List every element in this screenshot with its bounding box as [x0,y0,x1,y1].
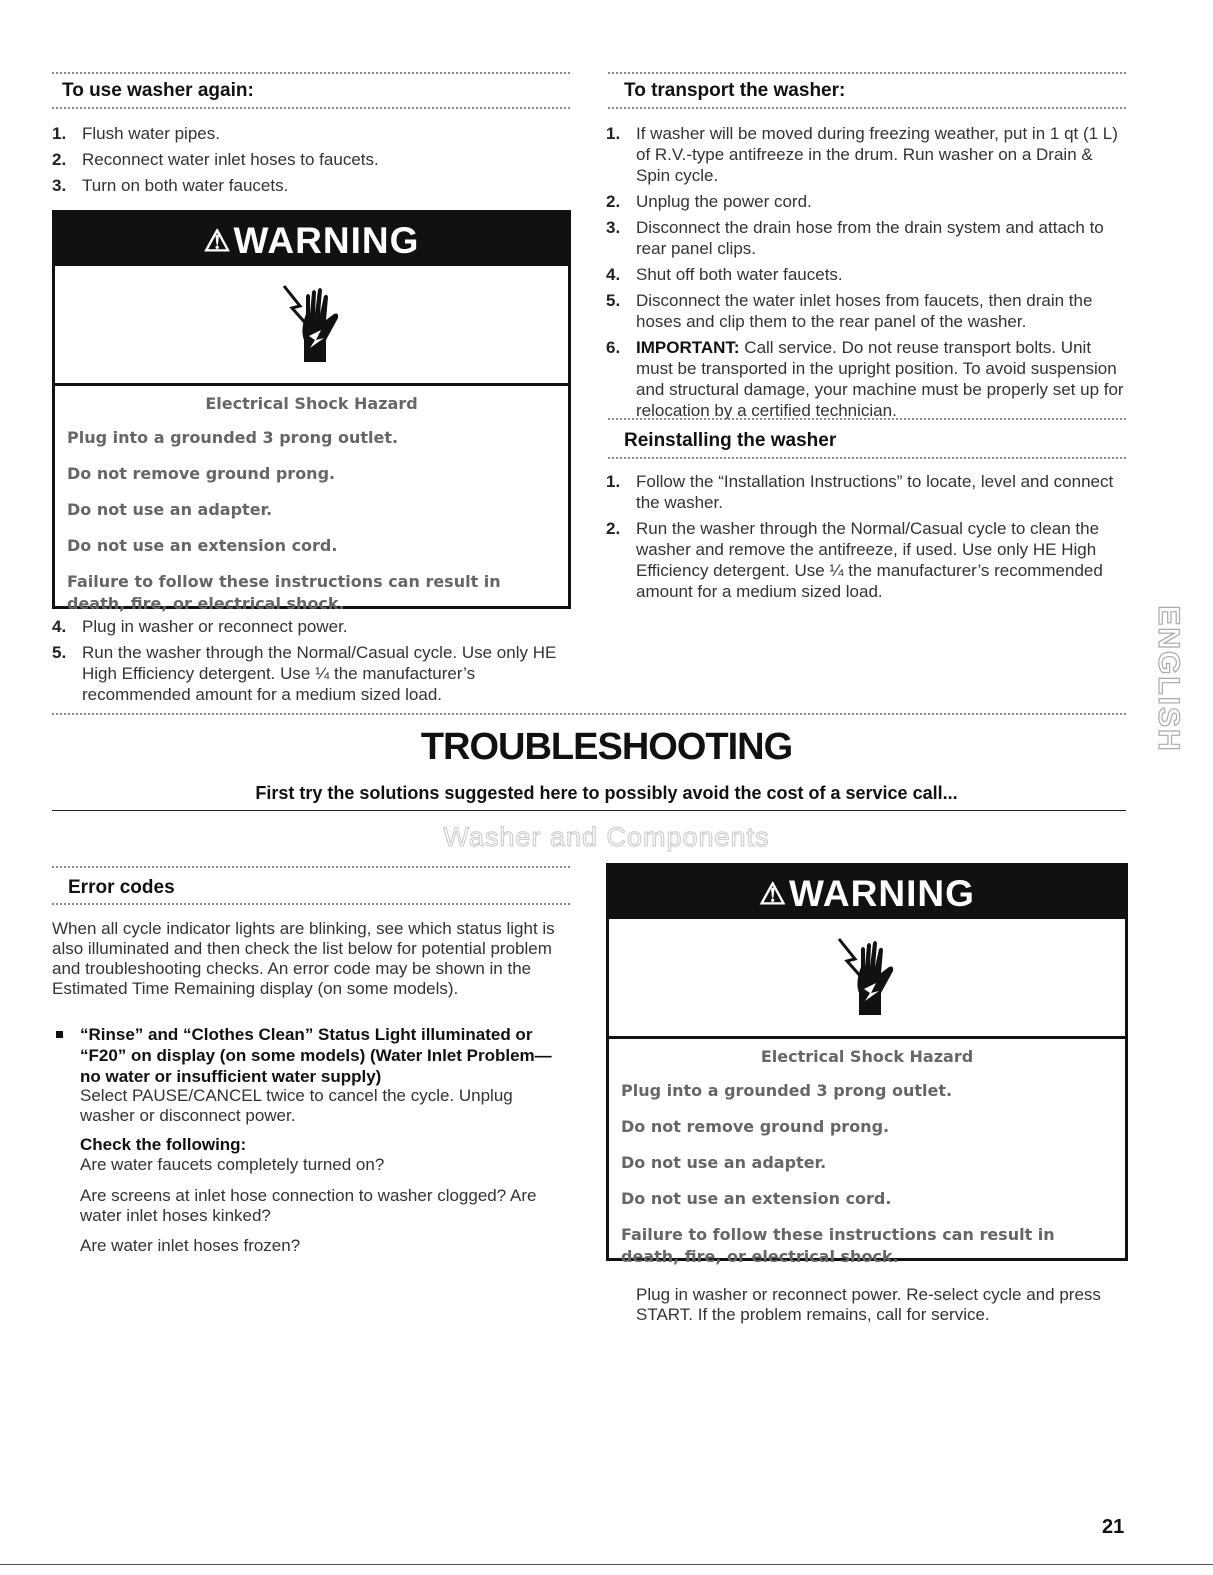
check-item: Are screens at inlet hose connection to washer clogged? Are water inlet hoses kinked? [80,1186,537,1225]
check-heading: Check the following: [80,1135,247,1154]
warning-line: Do not remove ground prong. [621,1117,890,1136]
transport-heading: To transport the washer: [624,80,846,101]
warning-line: Failure to follow these instructions can result in death, fire, or electrical shock. [67,572,501,613]
rule [52,810,1126,811]
list-item: 1. Follow the “Installation Instructions” to locate, level and connect the washer. [606,472,1114,512]
use-again-steps-a [52,123,567,196]
list-item: 6. IMPORTANT: Call service. Do not reuse transport bolts. Unit must be transported in the upright position. To avoid suspension and structural damage, your machine must be properly set up for relocation by a certified technician. [606,338,1124,420]
list-item: 1. Flush water pipes. [52,124,220,143]
warning-title: ⚠WARNING [55,213,568,266]
list-item: 3. Turn on both water faucets. [52,176,289,195]
divider [608,418,1126,420]
list-item: 5. Disconnect the water inlet hoses from faucets, then drain the hoses and clip them to the rear panel of the washer. [606,291,1093,331]
warning-text [609,1039,1125,1268]
warning-line: Plug into a grounded 3 prong outlet. [621,1081,953,1100]
use-again-heading: To use washer again: [62,80,254,101]
error-f20-heading: “Rinse” and “Clothes Clean” Status Light illuminated or “F20” on display (on some models) (Water Inlet Problem—no water or insufficient water supply) [80,1025,552,1086]
list-item: 5. Run the washer through the Normal/Casual cycle. Use only HE High Efficiency detergent. Use ¼ the manufacturer’s recommended amount for a medium sized load. [52,643,557,704]
divider [608,107,1126,109]
reinstall-steps [606,471,1126,602]
shock-hazard-area [609,919,1125,1039]
warning-triangle-icon: ⚠ [203,225,232,258]
shock-hazard-area [55,266,568,386]
page-number: 21 [1102,1516,1125,1538]
warning-box [606,863,1128,1266]
hazard-label: Electrical Shock Hazard [760,1047,974,1066]
warning-box [52,210,571,613]
warning-title: ⚠WARNING [609,866,1125,919]
warning-line: Do not use an extension cord. [621,1189,892,1208]
warning-line: Do not remove ground prong. [67,464,336,483]
warning-triangle-icon: ⚠ [759,878,788,911]
section-title: Washer and Components [443,822,770,852]
transport-steps [606,123,1126,421]
list-item: 4. Plug in washer or reconnect power. [52,617,348,636]
check-item: Are water inlet hoses frozen? [80,1236,301,1255]
use-again-steps-b [52,616,567,705]
divider [52,866,570,868]
divider [52,713,1126,715]
electric-shock-icon [282,280,344,364]
warning-line: Do not use an adapter. [67,500,273,519]
list-item: 2. Unplug the power cord. [606,192,812,211]
warning-line: Do not use an adapter. [621,1153,827,1172]
list-item: 4. Shut off both water faucets. [606,265,843,284]
hazard-label: Electrical Shock Hazard [205,394,418,413]
divider [608,457,1126,459]
bottom-rule [0,1564,1213,1565]
warning-text [55,386,568,615]
divider [52,903,570,905]
error-f20-text: Select PAUSE/CANCEL twice to cancel the cycle. Unplug washer or disconnect power. [80,1086,513,1125]
check-item: Are water faucets completely turned on? [80,1155,385,1174]
warning-line: Plug into a grounded 3 prong outlet. [67,428,399,447]
page-title: TROUBLESHOOTING [420,726,793,768]
list-item: 2. Run the washer through the Normal/Casual cycle to clean the washer and remove the antifreeze, if used. Use only HE High Efficiency detergent. Use ¼ the manufacturer’s recommended amount for a medium sized load. [606,519,1103,601]
reinstall-heading: Reinstalling the washer [624,430,837,451]
list-item: 1. If washer will be moved during freezing weather, put in 1 qt (1 L) of R.V.-type antifreeze in the drum. Run washer on a Drain & Spin cycle. [606,124,1118,185]
warning-line: Do not use an extension cord. [67,536,338,555]
list-item: 3. Disconnect the drain hose from the drain system and attach to rear panel clips. [606,218,1104,258]
divider [52,107,570,109]
page-subtitle: First try the solutions suggested here to possibly avoid the cost of a service call... [255,783,958,803]
error-codes-intro: When all cycle indicator lights are blinking, see which status light is also illuminated and then check the list below for potential problem and troubleshooting checks. An error code may be shown in the Estimated Time Remaining display (on some models). [52,919,555,998]
divider [608,72,1126,74]
divider [52,72,570,74]
electric-shock-icon [837,933,899,1017]
after-warning-text: Plug in washer or reconnect power. Re-select cycle and press START. If the problem remains, call for service. [636,1285,1101,1324]
side-tab-label: ENGLISH [1152,605,1185,753]
error-codes-heading: Error codes [68,877,175,898]
bullet-square [56,1031,63,1038]
list-item: 2. Reconnect water inlet hoses to faucets. [52,150,379,169]
warning-line: Failure to follow these instructions can result in death, fire, or electrical shock. [621,1225,1055,1266]
